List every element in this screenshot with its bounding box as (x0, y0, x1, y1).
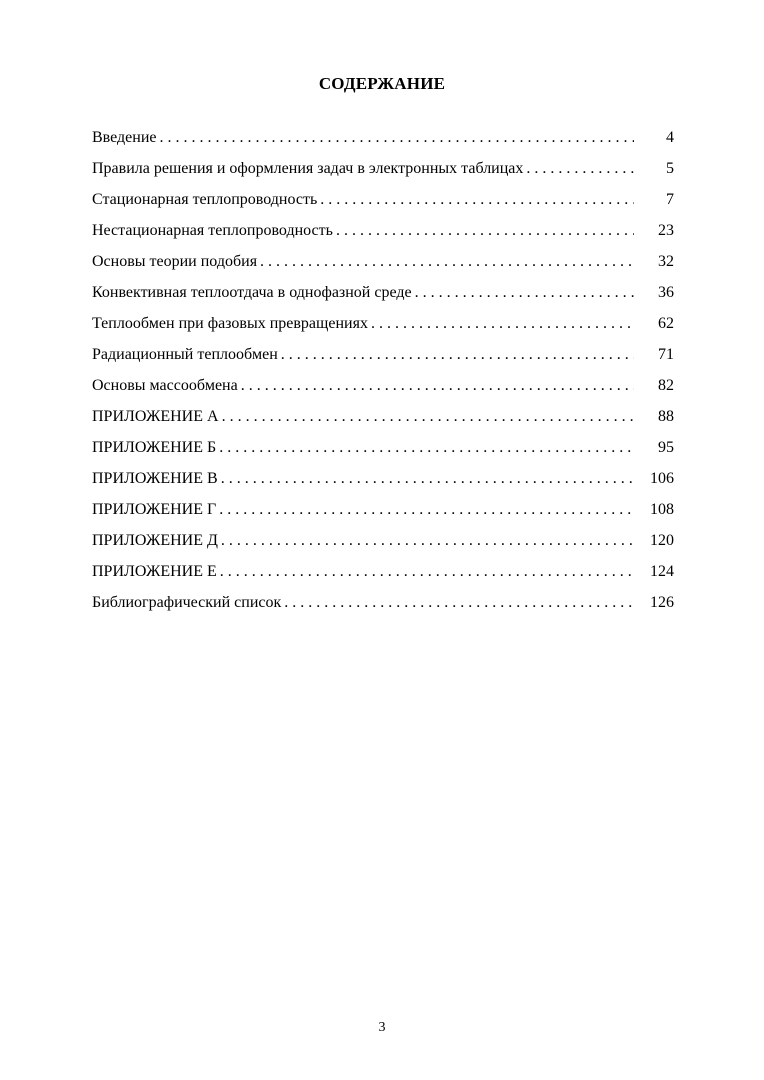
toc-title: СОДЕРЖАНИЕ (318, 74, 446, 93)
toc-entry[interactable] (92, 469, 674, 500)
toc-dot-leader (526, 159, 634, 179)
toc-entry[interactable] (92, 345, 674, 376)
toc-entry-label: ПРИЛОЖЕНИЕ Е (92, 563, 217, 580)
toc-dot-leader (221, 531, 634, 551)
toc-dot-leader (260, 252, 634, 272)
toc-entry-page: 88 (658, 408, 674, 425)
toc-entry[interactable] (92, 531, 674, 562)
toc-entry-page: 95 (658, 439, 674, 456)
toc-entry-label: ПРИЛОЖЕНИЕ Д (92, 532, 218, 549)
toc-entry-label: ПРИЛОЖЕНИЕ Г (92, 501, 217, 518)
toc-entry[interactable] (92, 314, 674, 345)
toc-dot-leader (222, 407, 634, 427)
toc-entry-label: ПРИЛОЖЕНИЕ Б (92, 439, 217, 456)
toc-entry[interactable] (92, 593, 674, 624)
toc-entry-label: Правила решения и оформления задач в электронных таблицах (92, 160, 524, 177)
toc-dot-leader (284, 593, 634, 613)
toc-entry[interactable] (92, 283, 674, 314)
toc-dot-leader (415, 283, 634, 303)
toc-dot-leader (221, 469, 634, 489)
toc-entry-label: Нестационарная теплопроводность (92, 222, 333, 239)
toc-entry-page: 120 (650, 532, 674, 549)
toc-dot-leader (220, 562, 634, 582)
toc-dot-leader (219, 438, 634, 458)
toc-entry[interactable] (92, 562, 674, 593)
toc-dot-leader (160, 128, 635, 148)
table-of-contents (92, 128, 674, 624)
toc-dot-leader (371, 314, 634, 334)
toc-entry-page: 106 (650, 470, 674, 487)
toc-entry-label: Радиационный теплообмен (92, 346, 278, 363)
page-number: 3 (378, 1020, 386, 1035)
toc-entry-page: 124 (650, 563, 674, 580)
toc-entry[interactable] (92, 252, 674, 283)
toc-entry-label: Основы теории подобия (92, 253, 258, 270)
toc-entry[interactable] (92, 190, 674, 221)
toc-entry[interactable] (92, 221, 674, 252)
toc-entry[interactable] (92, 159, 674, 190)
toc-entry-page: 126 (650, 594, 674, 611)
toc-entry-label: Конвективная теплоотдача в однофазной среде (92, 284, 412, 301)
toc-dot-leader (241, 376, 634, 396)
toc-entry[interactable] (92, 438, 674, 469)
toc-entry-page: 108 (650, 501, 674, 518)
toc-entry[interactable] (92, 407, 674, 438)
toc-entry-label: Стационарная теплопроводность (92, 191, 318, 208)
toc-dot-leader (281, 345, 634, 365)
toc-entry-label: Теплообмен при фазовых превращениях (92, 315, 368, 332)
toc-entry-label: Основы массообмена (92, 377, 238, 394)
toc-entry-page: 82 (658, 377, 674, 394)
toc-entry-label: Библиографический список (92, 594, 282, 611)
toc-entry-page: 71 (658, 346, 674, 363)
toc-entry-label: ПРИЛОЖЕНИЕ А (92, 408, 219, 425)
toc-entry-page: 23 (658, 222, 674, 239)
toc-entry[interactable] (92, 500, 674, 531)
toc-entry-page: 36 (658, 284, 674, 301)
toc-entry-label: Введение (92, 129, 157, 146)
toc-dot-leader (336, 221, 634, 241)
toc-dot-leader (320, 190, 634, 210)
toc-entry-page: 5 (666, 160, 674, 177)
toc-entry-page: 32 (658, 253, 674, 270)
toc-dot-leader (219, 500, 634, 520)
toc-entry[interactable] (92, 376, 674, 407)
toc-entry-page: 62 (658, 315, 674, 332)
toc-entry-label: ПРИЛОЖЕНИЕ В (92, 470, 218, 487)
toc-entry-page: 7 (666, 191, 674, 208)
toc-entry[interactable] (92, 128, 674, 159)
toc-entry-page: 4 (666, 129, 674, 146)
